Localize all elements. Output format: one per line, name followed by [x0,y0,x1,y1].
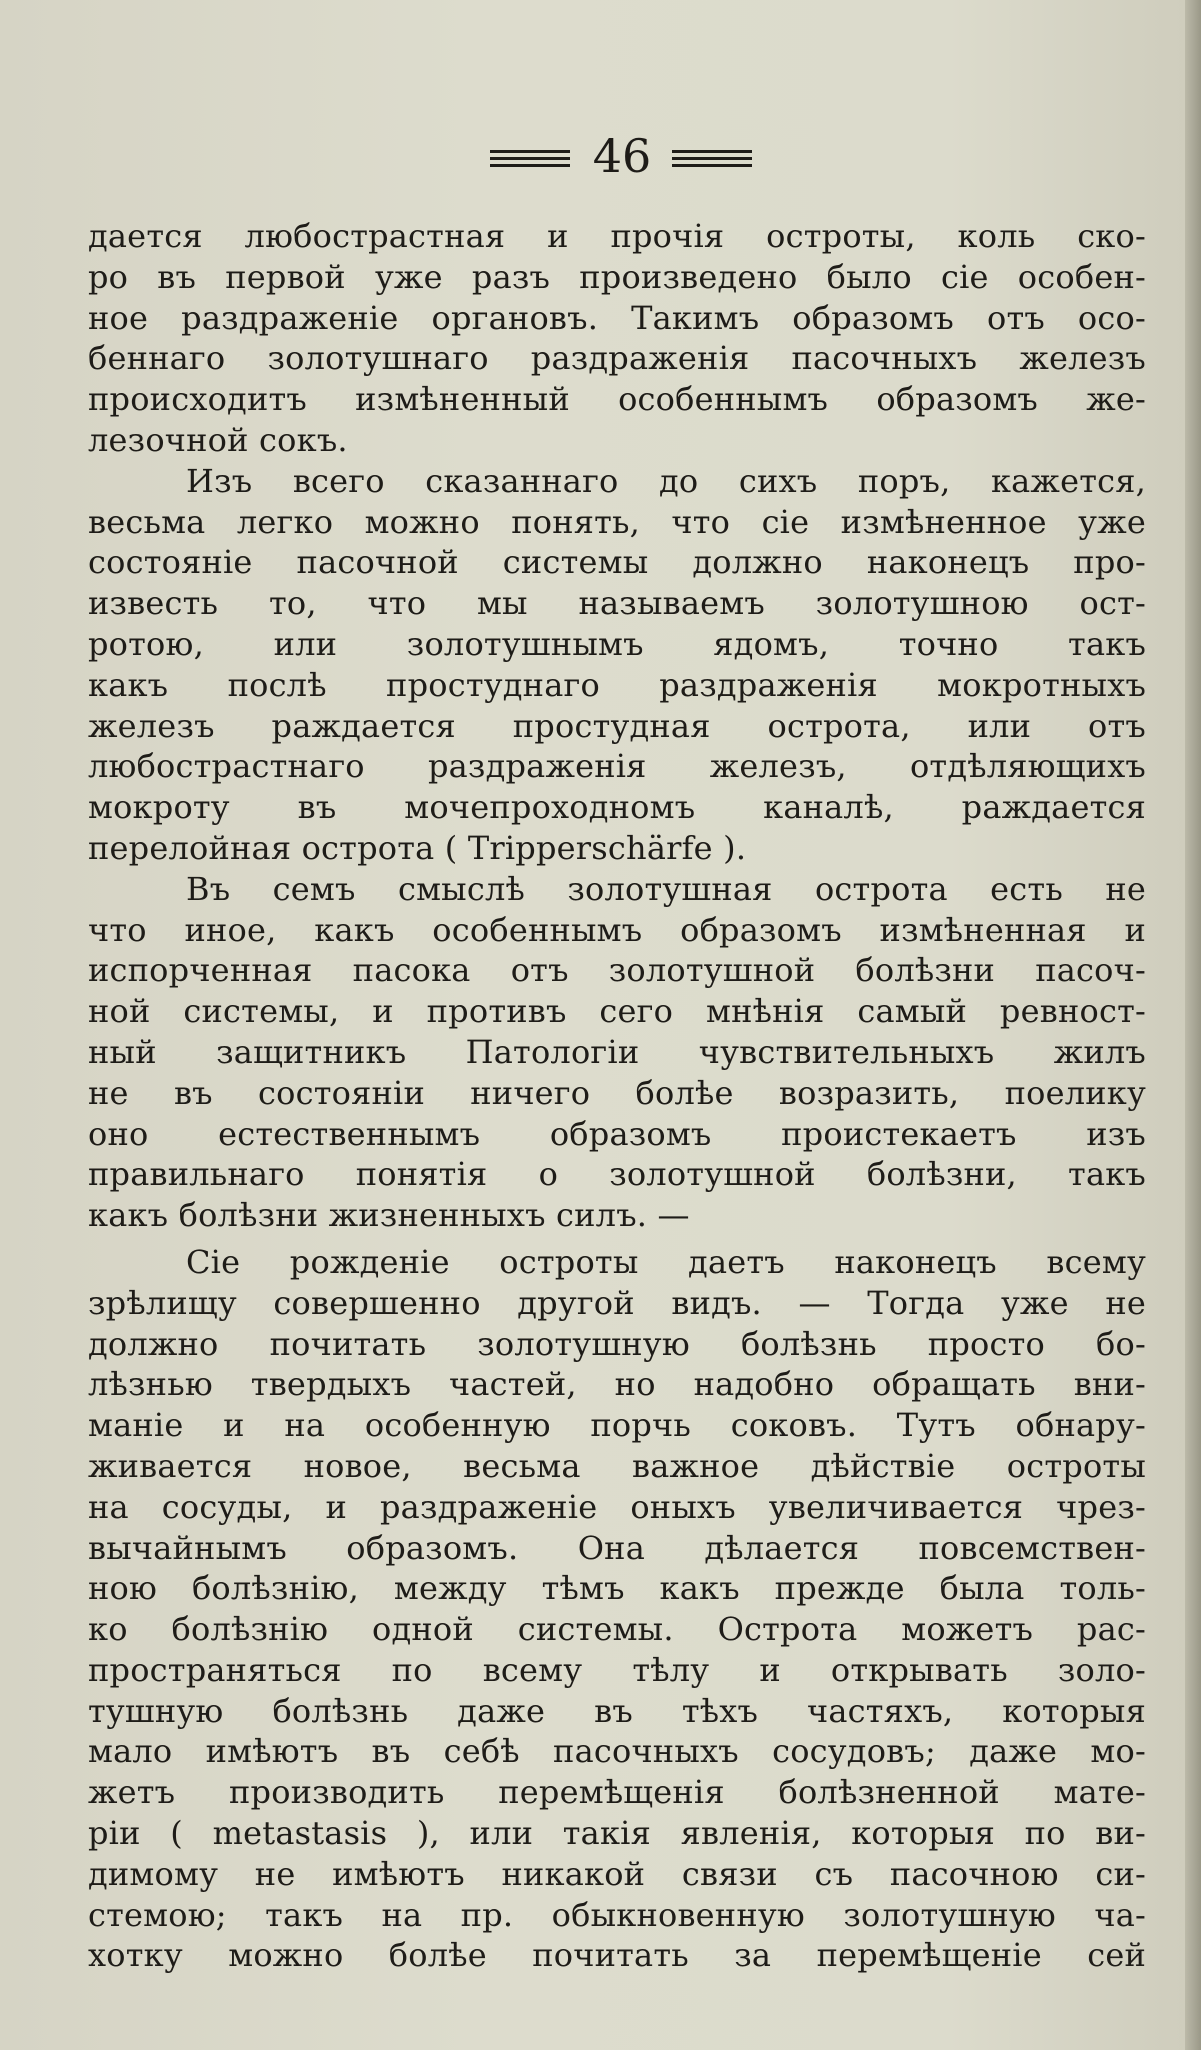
paragraph [88,461,1146,869]
text-line: мокроту въ мочепроходномъ каналѣ, раждается [88,788,1146,827]
text-line: стемою; такъ на пр. обыкновенную золотушную ча- [88,1895,1146,1934]
text-line: пространяться по всему тѣлу и открывать золо- [88,1650,1146,1689]
text-line: ро въ первой уже разъ произведено было сіе особен- [88,257,1146,296]
header-rule-left [490,150,570,171]
text-line: не въ состояніи ничего болѣе возразить, поелику [88,1073,1146,1112]
text-line: тушную болѣзнь даже въ тѣхъ частяхъ, которыя [88,1691,1146,1730]
text-line: живается новое, весьма важное дѣйствіе остроты [88,1446,1146,1485]
text-line: ною болѣзнію, между тѣмъ какъ прежде была толь- [88,1569,1146,1608]
text-line: состояніе пасочной системы должно наконецъ про- [88,543,1146,582]
text-line: весьма легко можно понять, что сіе измѣненное уже [88,502,1146,541]
text-line: Изъ всего сказаннаго до сихъ поръ, кажется, [186,461,1146,500]
text-line: ный защитникъ Патологіи чувствительныхъ жилъ [88,1032,1146,1071]
text-line: испорченная пасока отъ золотушной болѣзни пасоч- [88,951,1146,990]
body-text [88,216,1146,1976]
text-line: вычайнымъ образомъ. Она дѣлается повсемствен- [88,1528,1146,1567]
text-line: ное раздраженіе органовъ. Такимъ образомъ отъ осо- [88,298,1146,337]
text-line: какъ послѣ простуднаго раздраженія мокротныхъ [88,665,1146,704]
text-line: лезочной сокъ. [88,420,348,459]
text-line: маніе и на особенную порчь соковъ. Тутъ обнару- [88,1406,1146,1445]
text-line: любострастнаго раздраженія железъ, отдѣляющихъ [88,747,1146,786]
text-line: хотку можно болѣе почитать за перемѣщеніе сей [88,1936,1146,1975]
text-line: перелойная острота ( Tripperschärfe ). [88,828,747,867]
text-line: ко болѣзнію одной системы. Острота можетъ рас- [88,1610,1146,1649]
text-line: должно почитать золотушную болѣзнь просто бо- [88,1324,1146,1363]
text-line: димому не имѣютъ никакой связи съ пасочною си- [88,1854,1146,1893]
text-line: что иное, какъ особеннымъ образомъ измѣненная и [88,910,1146,949]
text-line: лѣзнью твердыхъ частей, но надобно обращать вни- [88,1365,1146,1404]
text-line: жетъ производить перемѣщенія болѣзненной мате- [88,1773,1146,1812]
page-number: 46 [592,129,652,183]
text-line: дается любострастная и прочія остроты, коль ско- [88,217,1146,255]
text-line: беннаго золотушнаго раздраженія пасочныхъ железъ [88,339,1146,378]
text-line: ротою, или золотушнымъ ядомъ, точно такъ [88,624,1146,663]
text-line: Сіе рожденіе остроты даетъ наконецъ всему [186,1242,1146,1281]
text-line: известь то, что мы называемъ золотушною ост- [88,584,1146,623]
text-line: зрѣлищу совершенно другой видъ. — Тогда уже не [88,1283,1146,1322]
paragraph [88,1242,1146,1976]
text-line: оно естественнымъ образомъ проистекаетъ изъ [88,1114,1146,1153]
paragraph [88,216,1146,461]
text-line: на сосуды, и раздраженіе оныхъ увеличивается чрез- [88,1487,1146,1526]
text-line: происходитъ измѣненный особеннымъ образомъ же- [88,380,1146,419]
text-line: мало имѣютъ въ себѣ пасочныхъ сосудовъ; даже мо- [88,1732,1146,1771]
text-line: ріи ( metastasis ), или такія явленія, которыя по ви- [88,1814,1146,1853]
text-line: железъ раждается простудная острота, или отъ [88,706,1146,745]
text-line: какъ болѣзни жизненныхъ силъ. — [88,1196,690,1235]
paragraph [88,869,1146,1236]
text-line: правильнаго понятія о золотушной болѣзни, такъ [88,1155,1146,1194]
page-header [0,128,1201,188]
text-line: ной системы, и противъ сего мнѣнія самый ревност- [88,992,1146,1031]
header-rule-right [672,150,752,171]
page-edge [1185,0,1201,2050]
text-line: Въ семъ смыслѣ золотушная острота есть не [186,869,1146,908]
